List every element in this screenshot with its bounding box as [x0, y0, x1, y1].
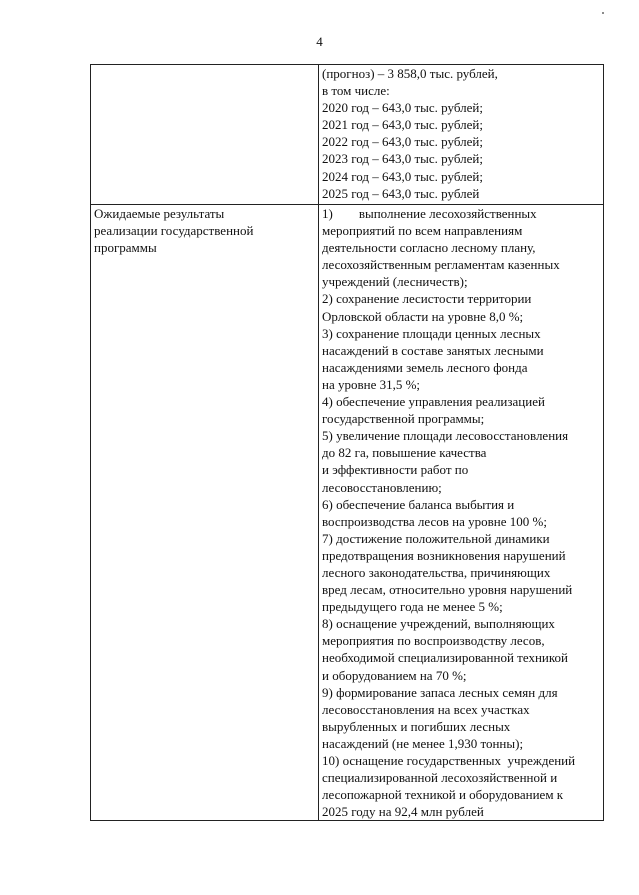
result-line: лесовосстановления на всех участках: [322, 701, 530, 717]
funding-line: 2024 год – 643,0 тыс. рублей;: [322, 168, 483, 184]
program-passport-table: [90, 64, 604, 821]
result-line: учреждений (лесничеств);: [322, 274, 468, 290]
result-line: Орловской области на уровне 8,0 %;: [322, 308, 524, 324]
result-line: 2) сохранение лесистости территории: [322, 291, 532, 307]
result-line: предотвращения возникновения нарушений: [322, 547, 566, 563]
result-line: насаждений в составе занятых лесными: [322, 342, 544, 358]
result-line: и оборудованием на 70 %;: [322, 667, 467, 683]
result-line: мероприятия по воспроизводству лесов,: [322, 633, 545, 649]
funding-line: в том числе:: [322, 83, 390, 99]
result-line: лесохозяйственным регламентам казенных: [322, 257, 560, 273]
result-line: 9) формирование запаса лесных семян для: [322, 684, 558, 700]
result-line: специализированной лесохозяйственной и: [322, 770, 558, 786]
result-line: лесного законодательства, причиняющих: [322, 564, 551, 580]
result-line: воспроизводства лесов на уровне 100 %;: [322, 513, 547, 529]
row2-left-cell: [91, 205, 319, 821]
result-line: на уровне 31,5 %;: [322, 376, 421, 392]
row1-right-cell: [319, 65, 604, 205]
funding-line: 2025 год – 643,0 тыс. рублей: [322, 185, 480, 201]
result-line: и эффективности работ по: [322, 462, 469, 478]
table-row-expected-results: [91, 205, 604, 821]
page-number: 4: [316, 34, 323, 49]
row-heading-line: программы: [94, 240, 157, 256]
result-line: 3) сохранение площади ценных лесных: [322, 325, 541, 341]
result-line: лесопожарной техникой и оборудованием к: [322, 787, 564, 803]
result-line: деятельности согласно лесному плану,: [322, 240, 536, 256]
result-line: насаждений (не менее 1,930 тонны);: [322, 735, 524, 751]
row-heading-line: Ожидаемые результаты: [94, 206, 225, 221]
result-line: мероприятий по всем направлениям: [322, 223, 523, 239]
result-line: лесовосстановлению;: [322, 479, 442, 495]
result-line: 8) оснащение учреждений, выполняющих: [322, 616, 555, 632]
result-line: 10) оснащение государственных учреждений: [322, 753, 576, 768]
funding-line: 2022 год – 643,0 тыс. рублей;: [322, 134, 483, 150]
result-line: 1) выполнение лесохозяйственных: [322, 206, 537, 221]
result-line: до 82 га, повышение качества: [322, 445, 487, 461]
result-line: необходимой специализированной техникой: [322, 650, 568, 666]
result-line: 6) обеспечение баланса выбытия и: [322, 496, 515, 512]
funding-line: (прогноз) – 3 858,0 тыс. рублей,: [322, 66, 498, 81]
result-line: государственной программы;: [322, 411, 485, 427]
funding-line: 2023 год – 643,0 тыс. рублей;: [322, 151, 483, 167]
result-line: 5) увеличение площади лесовосстановления: [322, 428, 569, 444]
result-line: вред лесам, относительно уровня нарушений: [322, 582, 573, 598]
result-line: насаждениями земель лесного фонда: [322, 359, 528, 375]
result-line: 4) обеспечение управления реализацией: [322, 394, 545, 410]
row1-left-cell: [91, 65, 319, 205]
result-line: 7) достижение положительной динамики: [322, 530, 550, 546]
scan-speck: [602, 12, 604, 14]
result-line: 2025 году на 92,4 млн рублей: [322, 804, 484, 820]
row-heading-line: реализации государственной: [94, 223, 254, 239]
table-row-funding: [91, 65, 604, 205]
row2-right-cell: [319, 205, 604, 821]
funding-line: 2020 год – 643,0 тыс. рублей;: [322, 100, 483, 116]
funding-line: 2021 год – 643,0 тыс. рублей;: [322, 117, 483, 133]
result-line: вырубленных и погибших лесных: [322, 718, 511, 734]
result-line: предыдущего года не менее 5 %;: [322, 599, 503, 615]
